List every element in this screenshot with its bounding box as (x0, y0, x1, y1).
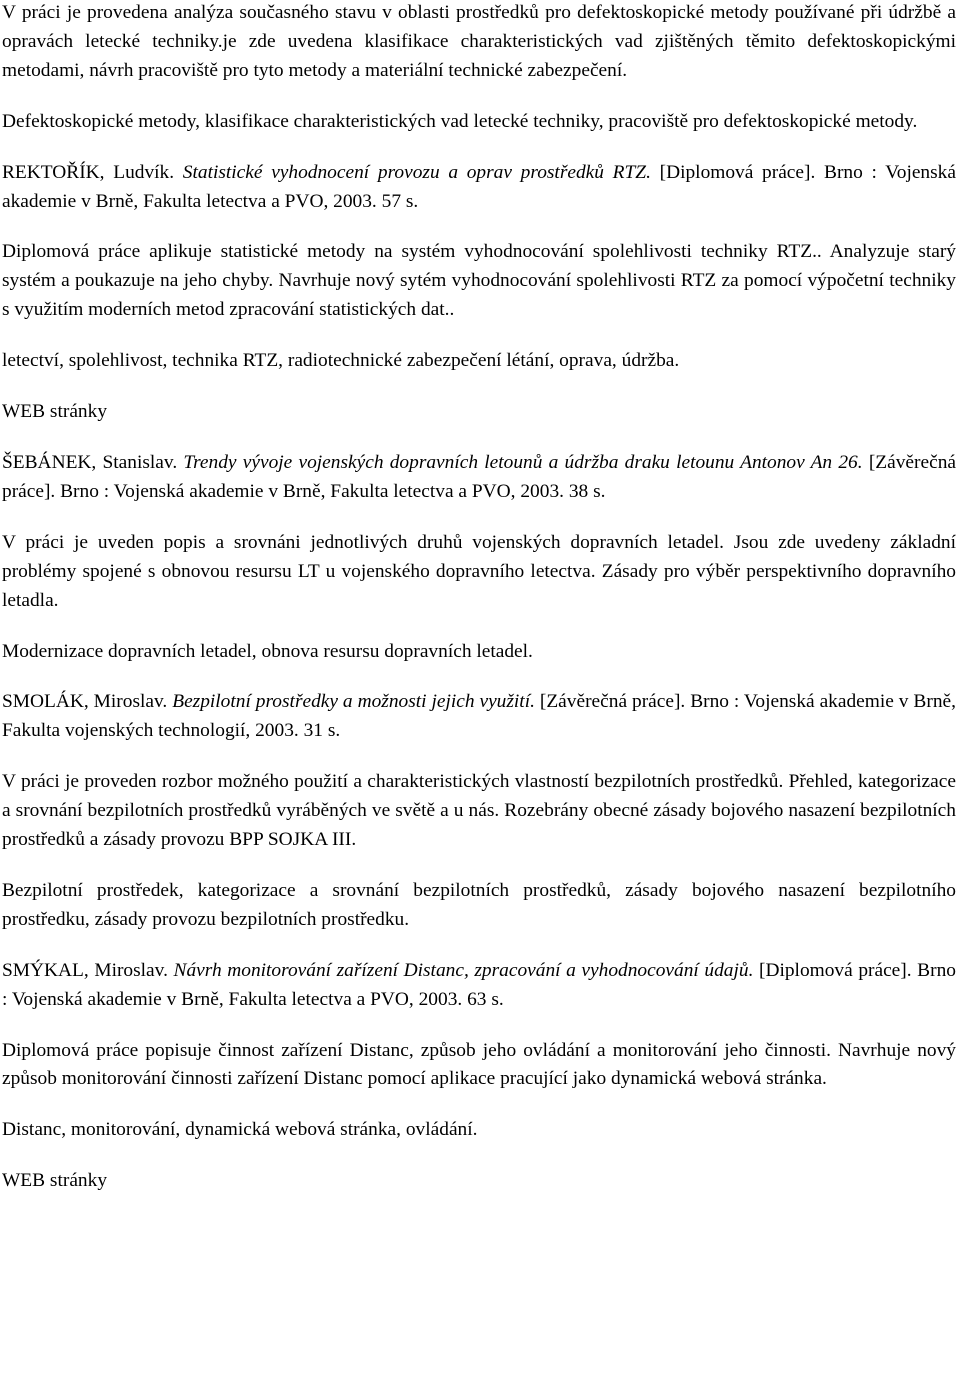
citation-smolak (2, 688, 956, 746)
citation-publisher: [Diplomová práce]. Brno : Vojenská akademie v Brně, Fakulta letectva a PVO, 2003. 57 s. (2, 161, 956, 212)
citation-title: Bezpilotní prostředky a možnosti jejich využití. (172, 691, 535, 713)
citation-publisher: [Závěrečná práce]. Brno : Vojenská akademie v Brně, Fakulta letectva a PVO, 2003. 38 s. (2, 451, 956, 502)
citation-publisher: [Závěrečná práce]. Brno : Vojenská akademie v Brně, Fakulta vojenských technologií, 2003. 31 s. (2, 691, 956, 742)
citation-sebanek (2, 449, 956, 507)
entry-abstract: V práci je proveden rozbor možného použití a charakteristických vlastností bezpilotních prostředků. Přehled, kategorizace a srovnání bezpilotních prostředků vyráběných ve světě a u nás. Rozebrány obecné zásady bojového nasazení bezpilotních prostředků a zásady provozu BPP SOJKA III. (2, 771, 956, 851)
entry-abstract: Diplomová práce aplikuje statistické metody na systém vyhodnocování spolehlivosti techniky RTZ.. Analyzuje starý systém a poukazuje na jeho chyby. Navrhuje nový sytém vyhodnocování spolehlivosti RTZ za pomocí výpočetní techniky s využitím moderních metod zpracování statistických dat.. (2, 241, 956, 321)
entry-abstract: Diplomová práce popisuje činnost zařízení Distanc, způsob jeho ovládání a monitorování jeho činnosti. Navrhuje nový způsob monitorování činnosti zařízení Distanc pomocí aplikace pracující jako dynamická webová stránka. (2, 1039, 956, 1090)
citation-title: Statistické vyhodnocení provozu a oprav prostředků RTZ. (182, 161, 651, 183)
citation-author: REKTOŘÍK, Ludvík. (2, 161, 175, 183)
intro-abstract: V práci je provedena analýza současného stavu v oblasti prostředků pro defektoskopické metody používané při údržbě a opravách letecké techniky.je zde uvedena klasifikace charakteristických vad zjištěných těmito defektoskopickými metodami, návrh pracoviště pro tyto metody a materiální technické zabezpečení. (2, 2, 956, 81)
entry-abstract: V práci je uveden popis a srovnáni jednotlivých druhů vojenských dopravních letadel. Jsou zde uvedeny základní problémy spojené s obnovou resursu LT u vojenského dopravního letectva. Zásady pro výběr perspektivního dopravního letadla. (2, 531, 956, 611)
entry-keywords: Distanc, monitorování, dynamická webová stránka, ovládání. (2, 1119, 478, 1141)
citation-author: SMÝKAL, Miroslav. (2, 959, 168, 981)
web-pages-link: WEB stránky (2, 401, 108, 423)
citation-publisher: [Diplomová práce]. Brno : Vojenská akademie v Brně, Fakulta letectva a PVO, 2003. 63 s. (2, 959, 956, 1010)
citation-author: SMOLÁK, Miroslav. (2, 691, 168, 713)
entry-keywords: letectví, spolehlivost, technika RTZ, radiotechnické zabezpečení létání, oprava, údržba. (2, 350, 680, 372)
entry-keywords: Modernizace dopravních letadel, obnova resursu dopravních letadel. (2, 640, 533, 662)
citation-title: Návrh monitorování zařízení Distanc, zpracování a vyhodnocování údajů. (173, 959, 754, 981)
citation-rektorik (2, 159, 956, 217)
web-pages-link: WEB stránky (2, 1170, 108, 1192)
entry-keywords: Bezpilotní prostředek, kategorizace a srovnání bezpilotních prostředků, zásady bojového nasazení bezpilotního prostředku, zásady provozu bezpilotních prostředku. (2, 879, 956, 930)
intro-keywords: Defektoskopické metody, klasifikace charakteristických vad letecké techniky, pracoviště pro defektoskopické metody. (2, 110, 918, 132)
citation-title: Trendy vývoje vojenských dopravních letounů a údržba draku letounu Antonov An 26. (183, 451, 863, 473)
citation-author: ŠEBÁNEK, Stanislav. (2, 451, 178, 473)
citation-smykal (2, 957, 956, 1015)
